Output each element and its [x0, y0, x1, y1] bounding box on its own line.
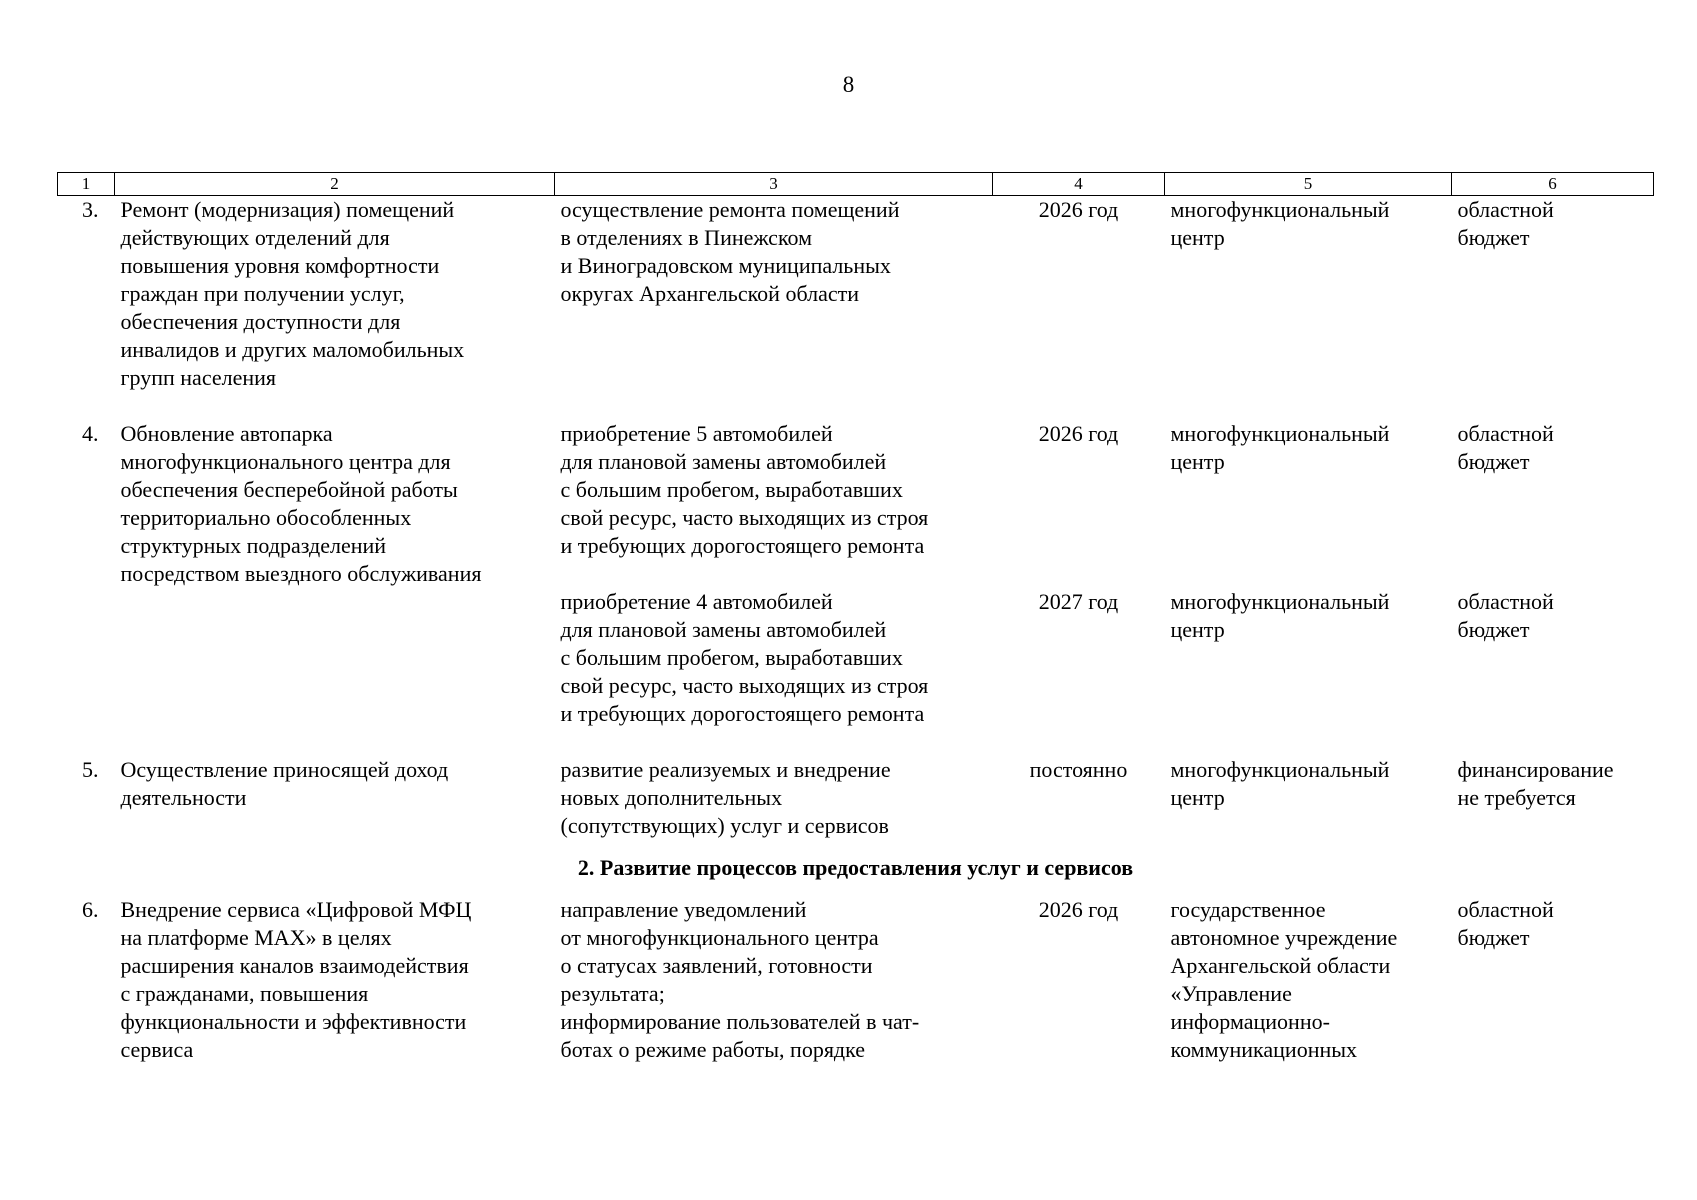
column-number: 1: [58, 173, 115, 196]
column-number: 2: [115, 173, 555, 196]
executor-cell: многофункциональный центр: [1170, 589, 1390, 642]
table-row: [58, 420, 1654, 588]
result-cell: развитие реализуемых и внедрение новых дополнительных (сопутствующих) услуг и сервисов: [560, 757, 891, 838]
result-cell: осуществление ремонта помещений в отделениях в Пинежском и Виноградовском муниципальных округах Архангельской области: [560, 197, 900, 306]
period-cell: 2026 год: [1038, 197, 1119, 222]
executor-cell: многофункциональный центр: [1170, 757, 1390, 810]
funding-cell: финансирование не требуется: [1457, 757, 1614, 810]
executor-cell: многофункциональный центр: [1170, 421, 1390, 474]
funding-cell: областной бюджет: [1457, 897, 1554, 950]
row-number: 4.: [82, 421, 99, 446]
page-number: 8: [842, 72, 855, 97]
result-cell: направление уведомлений от многофункционального центра о статусах заявлений, готовности результата; информирование пользователей в чат- ботах о режиме работы, порядке: [560, 897, 920, 1062]
table-row: [58, 756, 1654, 840]
funding-cell: областной бюджет: [1457, 421, 1554, 474]
period-cell: 2026 год: [1038, 421, 1119, 446]
event-cell: [115, 588, 555, 728]
table-row: [58, 196, 1654, 392]
column-number: 6: [1452, 173, 1654, 196]
event-cell: Внедрение сервиса «Цифровой МФЦ на платформе MAX» в целях расширения каналов взаимодействия с гражданами, повышения функциональности и эффективности сервиса: [120, 897, 472, 1062]
measures-table: [57, 172, 1654, 1064]
column-number: 4: [993, 173, 1165, 196]
column-number: 5: [1165, 173, 1452, 196]
row-number: [58, 588, 115, 728]
section-heading-row: [58, 840, 1654, 896]
table-row: [58, 588, 1654, 728]
column-number-row: [58, 173, 1654, 196]
section-title: 2. Развитие процессов предоставления услуг и сервисов: [577, 855, 1134, 880]
funding-cell: областной бюджет: [1457, 589, 1554, 642]
period-cell: постоянно: [1029, 757, 1128, 782]
result-cell: приобретение 5 автомобилей для плановой замены автомобилей с большим пробегом, выработавших свой ресурс, часто выходящих из строя и требующих дорогостоящего ремонта: [560, 421, 929, 558]
row-number: 5.: [82, 757, 99, 782]
period-cell: 2027 год: [1038, 589, 1119, 614]
result-cell: приобретение 4 автомобилей для плановой замены автомобилей с большим пробегом, выработавших свой ресурс, часто выходящих из строя и требующих дорогостоящего ремонта: [560, 589, 929, 726]
executor-cell: многофункциональный центр: [1170, 197, 1390, 250]
funding-cell: областной бюджет: [1457, 197, 1554, 250]
table-row: [58, 896, 1654, 1064]
event-cell: Ремонт (модернизация) помещений действующих отделений для повышения уровня комфортности граждан при получении услуг, обеспечения доступности для инвалидов и других маломобильных групп населения: [120, 197, 465, 390]
period-cell: 2026 год: [1038, 897, 1119, 922]
event-cell: Обновление автопарка многофункционального центра для обеспечения бесперебойной работы территориально обособленных структурных подразделений посредством выездного обслуживания: [120, 421, 482, 586]
row-number: 3.: [82, 197, 99, 222]
executor-cell: государственное автономное учреждение Архангельской области «Управление информационно- коммуникационных: [1170, 897, 1398, 1062]
event-cell: Осуществление приносящей доход деятельности: [120, 757, 449, 810]
column-number: 3: [555, 173, 993, 196]
row-number: 6.: [82, 897, 99, 922]
